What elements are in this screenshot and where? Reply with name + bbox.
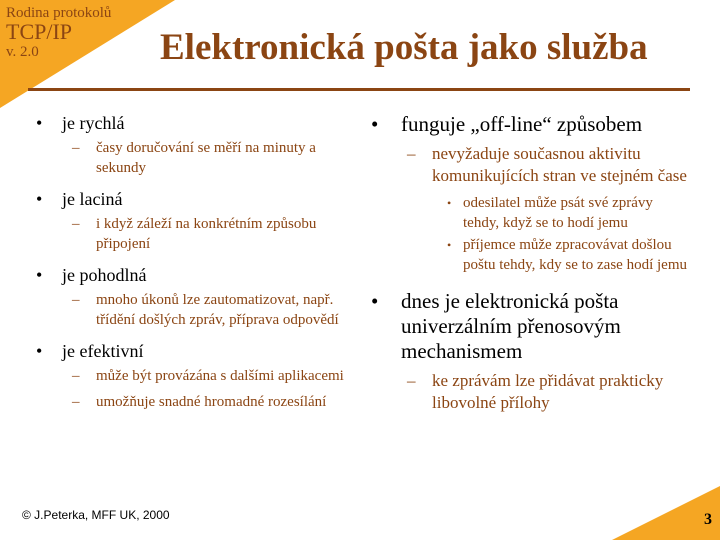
right-column [371, 112, 691, 420]
page-number: 3 [704, 511, 712, 528]
sub-item [36, 290, 346, 330]
bullet-icon: • [36, 265, 43, 285]
subject-label: TCP/IP [6, 19, 73, 44]
sub-item [36, 392, 346, 412]
bullet-icon: • [447, 238, 452, 252]
bullet-text: funguje „off-line“ způsobem [401, 112, 643, 136]
bullet-icon: • [36, 113, 43, 133]
bullet-icon: • [371, 289, 379, 313]
bullet-text: je pohodlná [62, 265, 147, 285]
bullet-item [36, 264, 346, 286]
sub-text: časy doručování se měří na minuty a sekundy [96, 140, 316, 176]
sub-sub-text: příjemce může zpracovávat došlou poštu tehdy, kdy se to zase hodí jemu [463, 237, 687, 273]
bullet-item [36, 340, 346, 362]
bullet-text: je rychlá [62, 113, 125, 133]
sub-text: umožňuje snadné hromadné rozesílání [96, 394, 327, 410]
bullet-icon: • [371, 112, 379, 136]
sub-sub-text: odesilatel může psát své zprávy tehdy, když se to hodí jemu [463, 195, 653, 231]
bullet-text: je efektivní [62, 341, 144, 361]
bullet-item [371, 289, 691, 364]
sub-item [36, 138, 346, 178]
dash-icon: – [407, 144, 416, 163]
slide-title: Elektronická pošta jako služba [160, 27, 648, 68]
bullet-item [36, 188, 346, 210]
sub-sub-item [371, 235, 691, 275]
version-label: v. 2.0 [6, 44, 39, 60]
bullet-icon: • [36, 341, 43, 361]
left-column [36, 112, 346, 418]
bullet-text: dnes je elektronická pošta univerzálním přenosovým mechanismem [401, 289, 621, 363]
sub-item [36, 214, 346, 254]
bullet-text: je laciná [62, 189, 123, 209]
sub-item [36, 366, 346, 386]
sub-text: může být provázána s dalšími aplikacemi [96, 368, 344, 384]
sub-item [371, 370, 691, 414]
sub-text: i když záleží na konkrétním způsobu připojení [96, 216, 317, 252]
sub-text: nevyžaduje současnou aktivitu komunikujících stran ve stejném čase [432, 144, 687, 185]
dash-icon: – [72, 394, 80, 410]
bullet-icon: • [36, 189, 43, 209]
title-divider [28, 88, 690, 91]
bullet-item [371, 112, 691, 137]
dash-icon: – [407, 371, 416, 390]
sub-text: mnoho úkonů lze zautomatizovat, např. třídění došlých zpráv, příprava odpovědí [96, 292, 339, 328]
sub-sub-item [371, 193, 691, 233]
dash-icon: – [72, 368, 80, 384]
sub-text: ke zprávám lze přidávat prakticky libovolné přílohy [432, 371, 664, 412]
series-label: Rodina protokolů [6, 5, 112, 21]
footer-copyright: © J.Peterka, MFF UK, 2000 [22, 508, 170, 522]
dash-icon: – [72, 140, 80, 156]
bullet-item [36, 112, 346, 134]
sub-item [371, 143, 691, 187]
dash-icon: – [72, 292, 80, 308]
bullet-icon: • [447, 196, 452, 210]
dash-icon: – [72, 216, 80, 232]
